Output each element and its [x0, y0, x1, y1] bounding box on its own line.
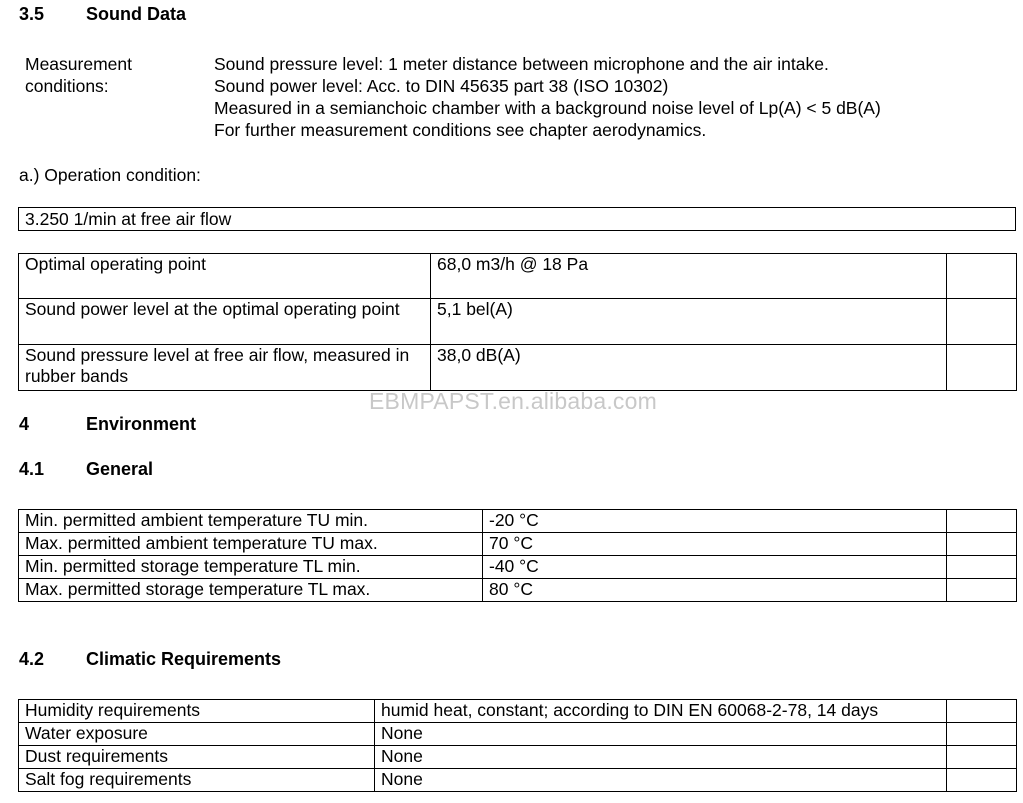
sound-row-value: 38,0 dB(A) — [431, 345, 947, 391]
climatic-row-label: Dust requirements — [19, 746, 375, 769]
climatic-row-extra — [947, 723, 1017, 746]
climatic-row-value: None — [375, 746, 947, 769]
table-row — [19, 556, 1017, 579]
measurement-line: Sound pressure level: 1 meter distance between microphone and the air intake. — [214, 54, 829, 74]
table-row — [19, 700, 1017, 723]
sound-row-value: 5,1 bel(A) — [431, 299, 947, 345]
table-row — [19, 533, 1017, 556]
section-4-number: 4 — [19, 414, 30, 434]
speed-table — [18, 207, 1016, 231]
general-row-value: -40 °C — [483, 556, 947, 579]
section-4-2-title: Climatic Requirements — [86, 649, 282, 669]
table-row — [19, 254, 1017, 299]
section-3-5-title: Sound Data — [86, 4, 187, 24]
general-row-label: Min. permitted storage temperature TL min. — [19, 556, 483, 579]
table-row — [19, 769, 1017, 792]
climatic-row-label: Salt fog requirements — [19, 769, 375, 792]
climatic-table — [18, 699, 1017, 792]
section-3-5-number: 3.5 — [19, 4, 45, 24]
climatic-row-extra — [947, 769, 1017, 792]
section-4-title: Environment — [86, 414, 197, 434]
climatic-row-value: None — [375, 723, 947, 746]
general-row-value: -20 °C — [483, 510, 947, 533]
general-row-extra — [947, 579, 1017, 602]
table-row — [19, 299, 1017, 345]
sound-row-label: Optimal operating point — [19, 254, 431, 299]
climatic-row-extra — [947, 700, 1017, 723]
climatic-row-extra — [947, 746, 1017, 769]
sound-row-extra — [947, 345, 1017, 391]
section-4-2-number: 4.2 — [19, 649, 45, 669]
measurement-line: For further measurement conditions see chapter aerodynamics. — [214, 120, 707, 140]
climatic-row-label: Water exposure — [19, 723, 375, 746]
climatic-row-label: Humidity requirements — [19, 700, 375, 723]
table-row — [19, 723, 1017, 746]
general-row-label: Min. permitted ambient temperature TU min. — [19, 510, 483, 533]
table-row — [19, 345, 1017, 391]
section-4-1-number: 4.1 — [19, 459, 45, 479]
table-row — [19, 746, 1017, 769]
general-row-label: Max. permitted ambient temperature TU max. — [19, 533, 483, 556]
measurement-line: Measured in a semianchoic chamber with a background noise level of Lp(A) < 5 dB(A) — [214, 98, 881, 118]
operation-condition-label: a.) Operation condition: — [19, 165, 201, 185]
sound-row-extra — [947, 254, 1017, 299]
table-row — [19, 510, 1017, 533]
measurement-line: Sound power level: Acc. to DIN 45635 part 38 (ISO 10302) — [214, 76, 669, 96]
sound-table — [18, 253, 1017, 391]
sound-row-value: 68,0 m3/h @ 18 Pa — [431, 254, 947, 299]
sound-row-extra — [947, 299, 1017, 345]
general-table — [18, 509, 1017, 602]
sound-row-label: Sound pressure level at free air flow, measured in rubber bands — [19, 345, 431, 391]
general-row-value: 70 °C — [483, 533, 947, 556]
general-row-extra — [947, 510, 1017, 533]
sound-row-label: Sound power level at the optimal operating point — [19, 299, 431, 345]
general-row-label: Max. permitted storage temperature TL max. — [19, 579, 483, 602]
climatic-row-value: humid heat, constant; according to DIN EN 60068-2-78, 14 days — [375, 700, 947, 723]
general-row-extra — [947, 533, 1017, 556]
measurement-label-line2: conditions: — [25, 76, 109, 96]
general-row-extra — [947, 556, 1017, 579]
watermark: EBMPAPST.en.alibaba.com — [369, 388, 657, 414]
general-row-value: 80 °C — [483, 579, 947, 602]
climatic-row-value: None — [375, 769, 947, 792]
measurement-label-line1: Measurement — [25, 54, 132, 74]
table-row — [19, 579, 1017, 602]
section-4-1-title: General — [86, 459, 154, 479]
speed-cell: 3.250 1/min at free air flow — [19, 208, 1016, 231]
